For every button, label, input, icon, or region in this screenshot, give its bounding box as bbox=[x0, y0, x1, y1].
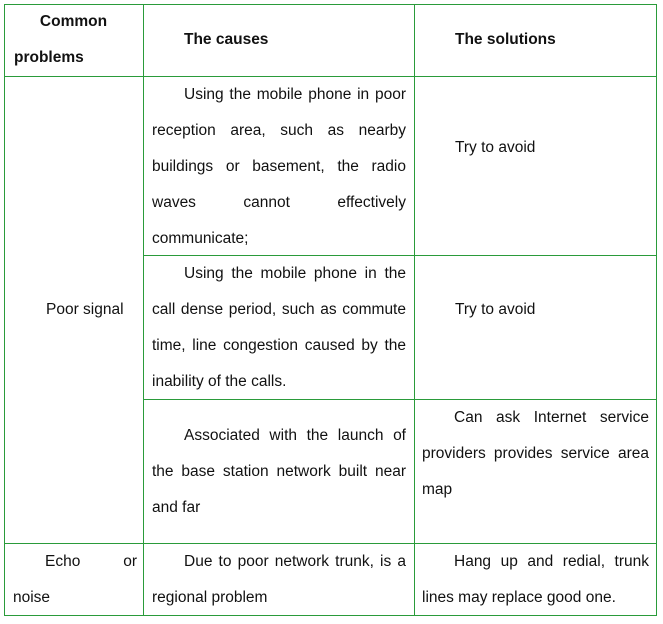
cause-1 bbox=[152, 77, 406, 255]
header-solutions bbox=[455, 22, 645, 58]
cause-4 bbox=[152, 544, 406, 616]
problem-poor-signal bbox=[46, 292, 142, 328]
problem-poor-signal-label: Poor signal bbox=[46, 301, 124, 318]
header-causes-label: The causes bbox=[184, 31, 269, 48]
solution-2 bbox=[455, 292, 645, 328]
solution-2-text: Try to avoid bbox=[455, 301, 536, 318]
problem-echo-noise bbox=[13, 544, 137, 616]
header-problems-line1: Common bbox=[39, 13, 108, 30]
cause-2-text: Using the mobile phone in the call dense period, such as commute time, line congestion caused by the inability of the calls. bbox=[152, 265, 406, 390]
header-problems-line2: problems bbox=[14, 49, 84, 66]
solution-1 bbox=[455, 130, 645, 166]
column-divider-2 bbox=[414, 4, 415, 616]
column-divider-1 bbox=[143, 4, 144, 616]
problem-echo-noise-label: Echo or noise bbox=[13, 553, 137, 606]
table-border-left bbox=[4, 4, 5, 616]
table-border-right bbox=[656, 4, 657, 616]
solution-4-text: Hang up and redial, trunk lines may replace good one. bbox=[422, 553, 649, 606]
solution-3-text: Can ask Internet service providers provides service area map bbox=[422, 409, 649, 498]
solution-3 bbox=[422, 400, 649, 508]
problems-table bbox=[4, 4, 657, 616]
solution-1-text: Try to avoid bbox=[455, 139, 536, 156]
cause-1-text: Using the mobile phone in poor reception area, such as nearby buildings or basement, the radio waves cannot effectively communicate; bbox=[152, 86, 406, 247]
cause-3 bbox=[152, 418, 406, 526]
header-causes bbox=[184, 22, 404, 58]
cause-3-text: Associated with the launch of the base station network built near and far bbox=[152, 427, 406, 516]
cause-2 bbox=[152, 256, 406, 399]
solution-4 bbox=[422, 544, 649, 616]
header-solutions-label: The solutions bbox=[455, 31, 556, 48]
cause-4-text: Due to poor network trunk, is a regional problem bbox=[152, 553, 406, 606]
